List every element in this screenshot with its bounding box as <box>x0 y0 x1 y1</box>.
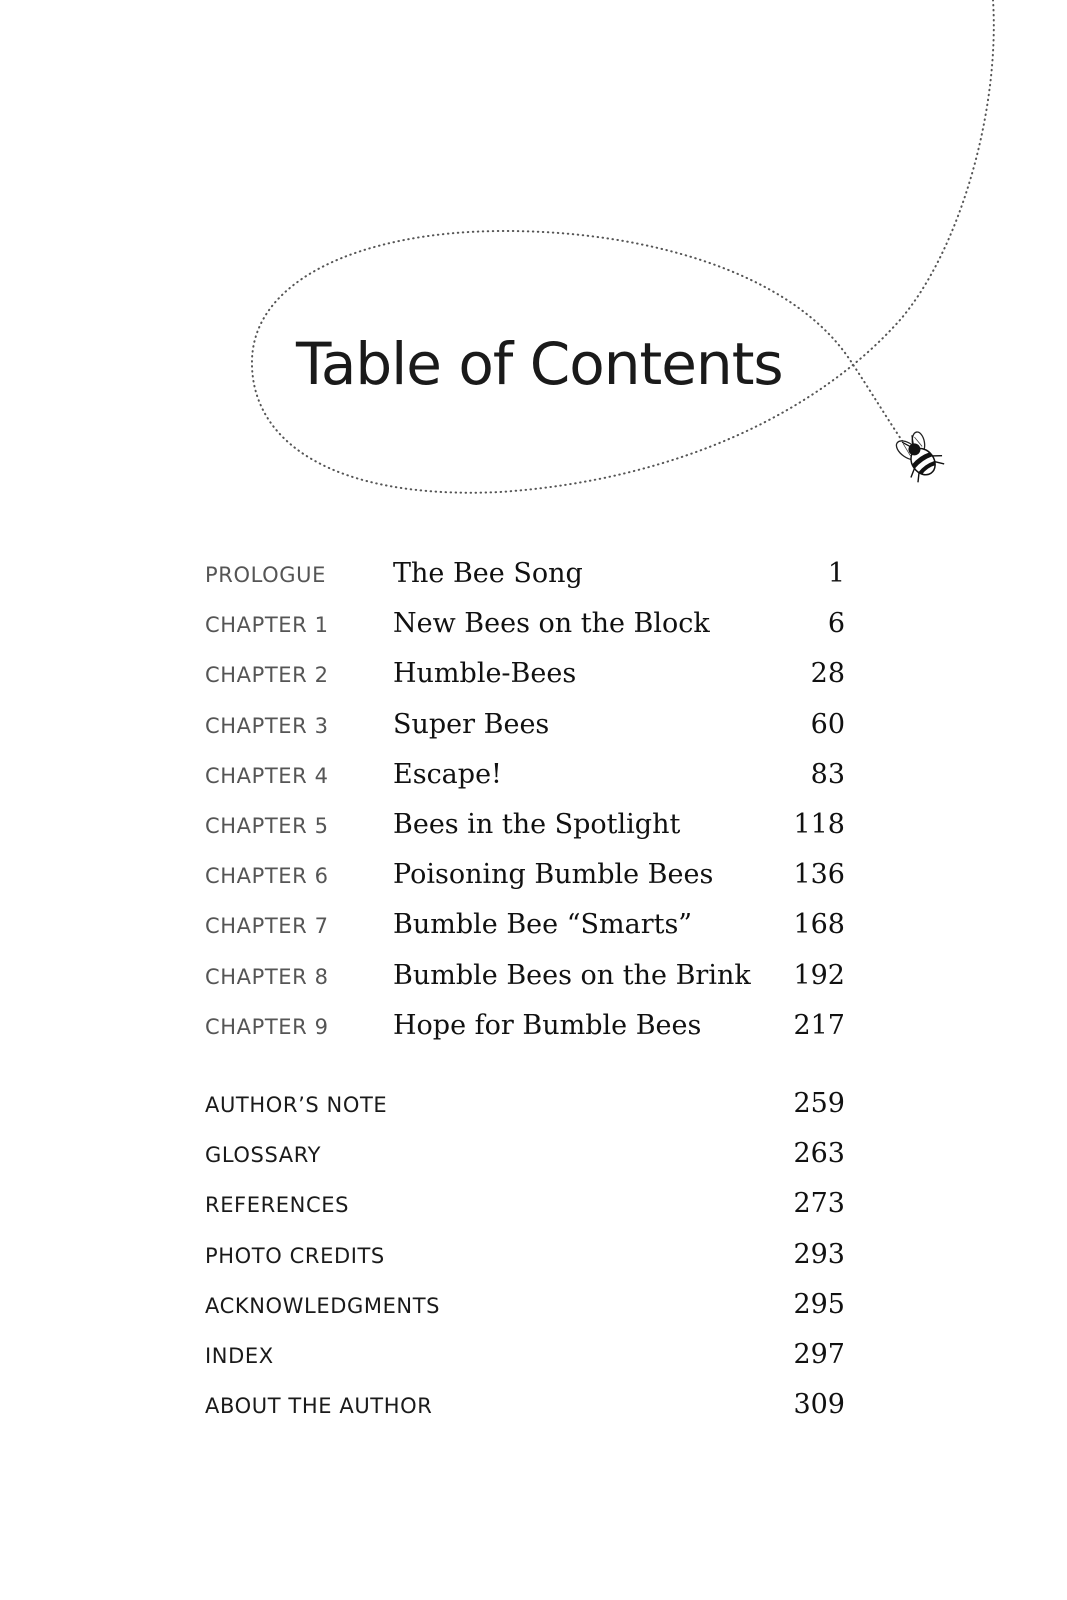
toc-row-glossary[interactable] <box>205 1138 845 1188</box>
page-number: 1 <box>827 558 845 589</box>
chapter-title: New Bees on the Block <box>393 608 710 640</box>
chapter-label: CHAPTER 4 <box>205 763 329 788</box>
page-number: 6 <box>827 608 845 640</box>
toc-row-chapter-2[interactable] <box>205 658 845 708</box>
page-number: 293 <box>793 1238 845 1270</box>
page-number: 297 <box>793 1338 845 1370</box>
toc-row-chapter-8[interactable] <box>205 960 845 1010</box>
toc-row-chapter-3[interactable] <box>205 709 845 759</box>
back-matter-label: ACKNOWLEDGMENTS <box>205 1293 441 1318</box>
page-number: 259 <box>793 1088 845 1119</box>
chapter-title: Super Bees <box>393 708 550 740</box>
chapter-label: CHAPTER 3 <box>205 713 329 738</box>
page-number: 28 <box>810 658 845 690</box>
page-number: 168 <box>793 909 845 941</box>
toc-row-index[interactable] <box>205 1339 845 1389</box>
page-number: 83 <box>810 758 845 790</box>
back-matter-label: GLOSSARY <box>205 1143 322 1168</box>
chapter-label: CHAPTER 6 <box>205 864 329 889</box>
toc-row-chapter-1[interactable] <box>205 608 845 658</box>
chapter-title: Bumble Bee “Smarts” <box>393 909 693 941</box>
back-matter-label: REFERENCES <box>205 1193 350 1218</box>
chapter-label: CHAPTER 5 <box>205 813 329 838</box>
back-matter-list <box>205 1088 845 1439</box>
chapter-title: Bumble Bees on the Brink <box>393 959 751 991</box>
toc-row-photo-credits[interactable] <box>205 1239 845 1289</box>
bumble-bee-icon <box>892 428 950 486</box>
page-number: 263 <box>793 1138 845 1170</box>
page-number: 118 <box>793 808 845 840</box>
chapter-title: Poisoning Bumble Bees <box>393 859 714 891</box>
page-number: 60 <box>810 708 845 740</box>
chapter-label: PROLOGUE <box>205 563 326 587</box>
chapter-label: CHAPTER 9 <box>205 1014 329 1039</box>
chapter-label: CHAPTER 2 <box>205 663 329 688</box>
chapter-label: CHAPTER 8 <box>205 964 329 989</box>
page-number: 192 <box>793 959 845 991</box>
page-number: 309 <box>793 1389 845 1421</box>
chapter-label: CHAPTER 7 <box>205 914 329 939</box>
toc-row-prologue[interactable] <box>205 558 845 608</box>
toc-row-chapter-5[interactable] <box>205 809 845 859</box>
toc-row-acknowledgments[interactable] <box>205 1289 845 1339</box>
chapter-title: Escape! <box>393 758 502 790</box>
toc-row-chapter-9[interactable] <box>205 1010 845 1060</box>
toc-row-authors-note[interactable] <box>205 1088 845 1138</box>
chapter-list <box>205 558 845 1060</box>
page-number: 217 <box>793 1009 845 1041</box>
page-number: 295 <box>793 1288 845 1320</box>
toc-row-chapter-7[interactable] <box>205 909 845 959</box>
chapter-title: Hope for Bumble Bees <box>393 1009 702 1041</box>
toc-row-about-the-author[interactable] <box>205 1389 845 1439</box>
page-number: 273 <box>793 1188 845 1220</box>
chapter-title: The Bee Song <box>393 558 583 589</box>
back-matter-label: AUTHOR’S NOTE <box>205 1093 388 1117</box>
back-matter-label: INDEX <box>205 1343 274 1368</box>
chapter-label: CHAPTER 1 <box>205 613 329 638</box>
back-matter-label: ABOUT THE AUTHOR <box>205 1394 433 1419</box>
chapter-title: Bees in the Spotlight <box>393 808 681 840</box>
toc-row-chapter-6[interactable] <box>205 859 845 909</box>
back-matter-label: PHOTO CREDITS <box>205 1243 385 1268</box>
toc-row-chapter-4[interactable] <box>205 759 845 809</box>
page-number: 136 <box>793 859 845 891</box>
page-title: Table of Contents <box>296 330 783 398</box>
chapter-title: Humble-Bees <box>393 658 577 690</box>
toc-row-references[interactable] <box>205 1188 845 1238</box>
